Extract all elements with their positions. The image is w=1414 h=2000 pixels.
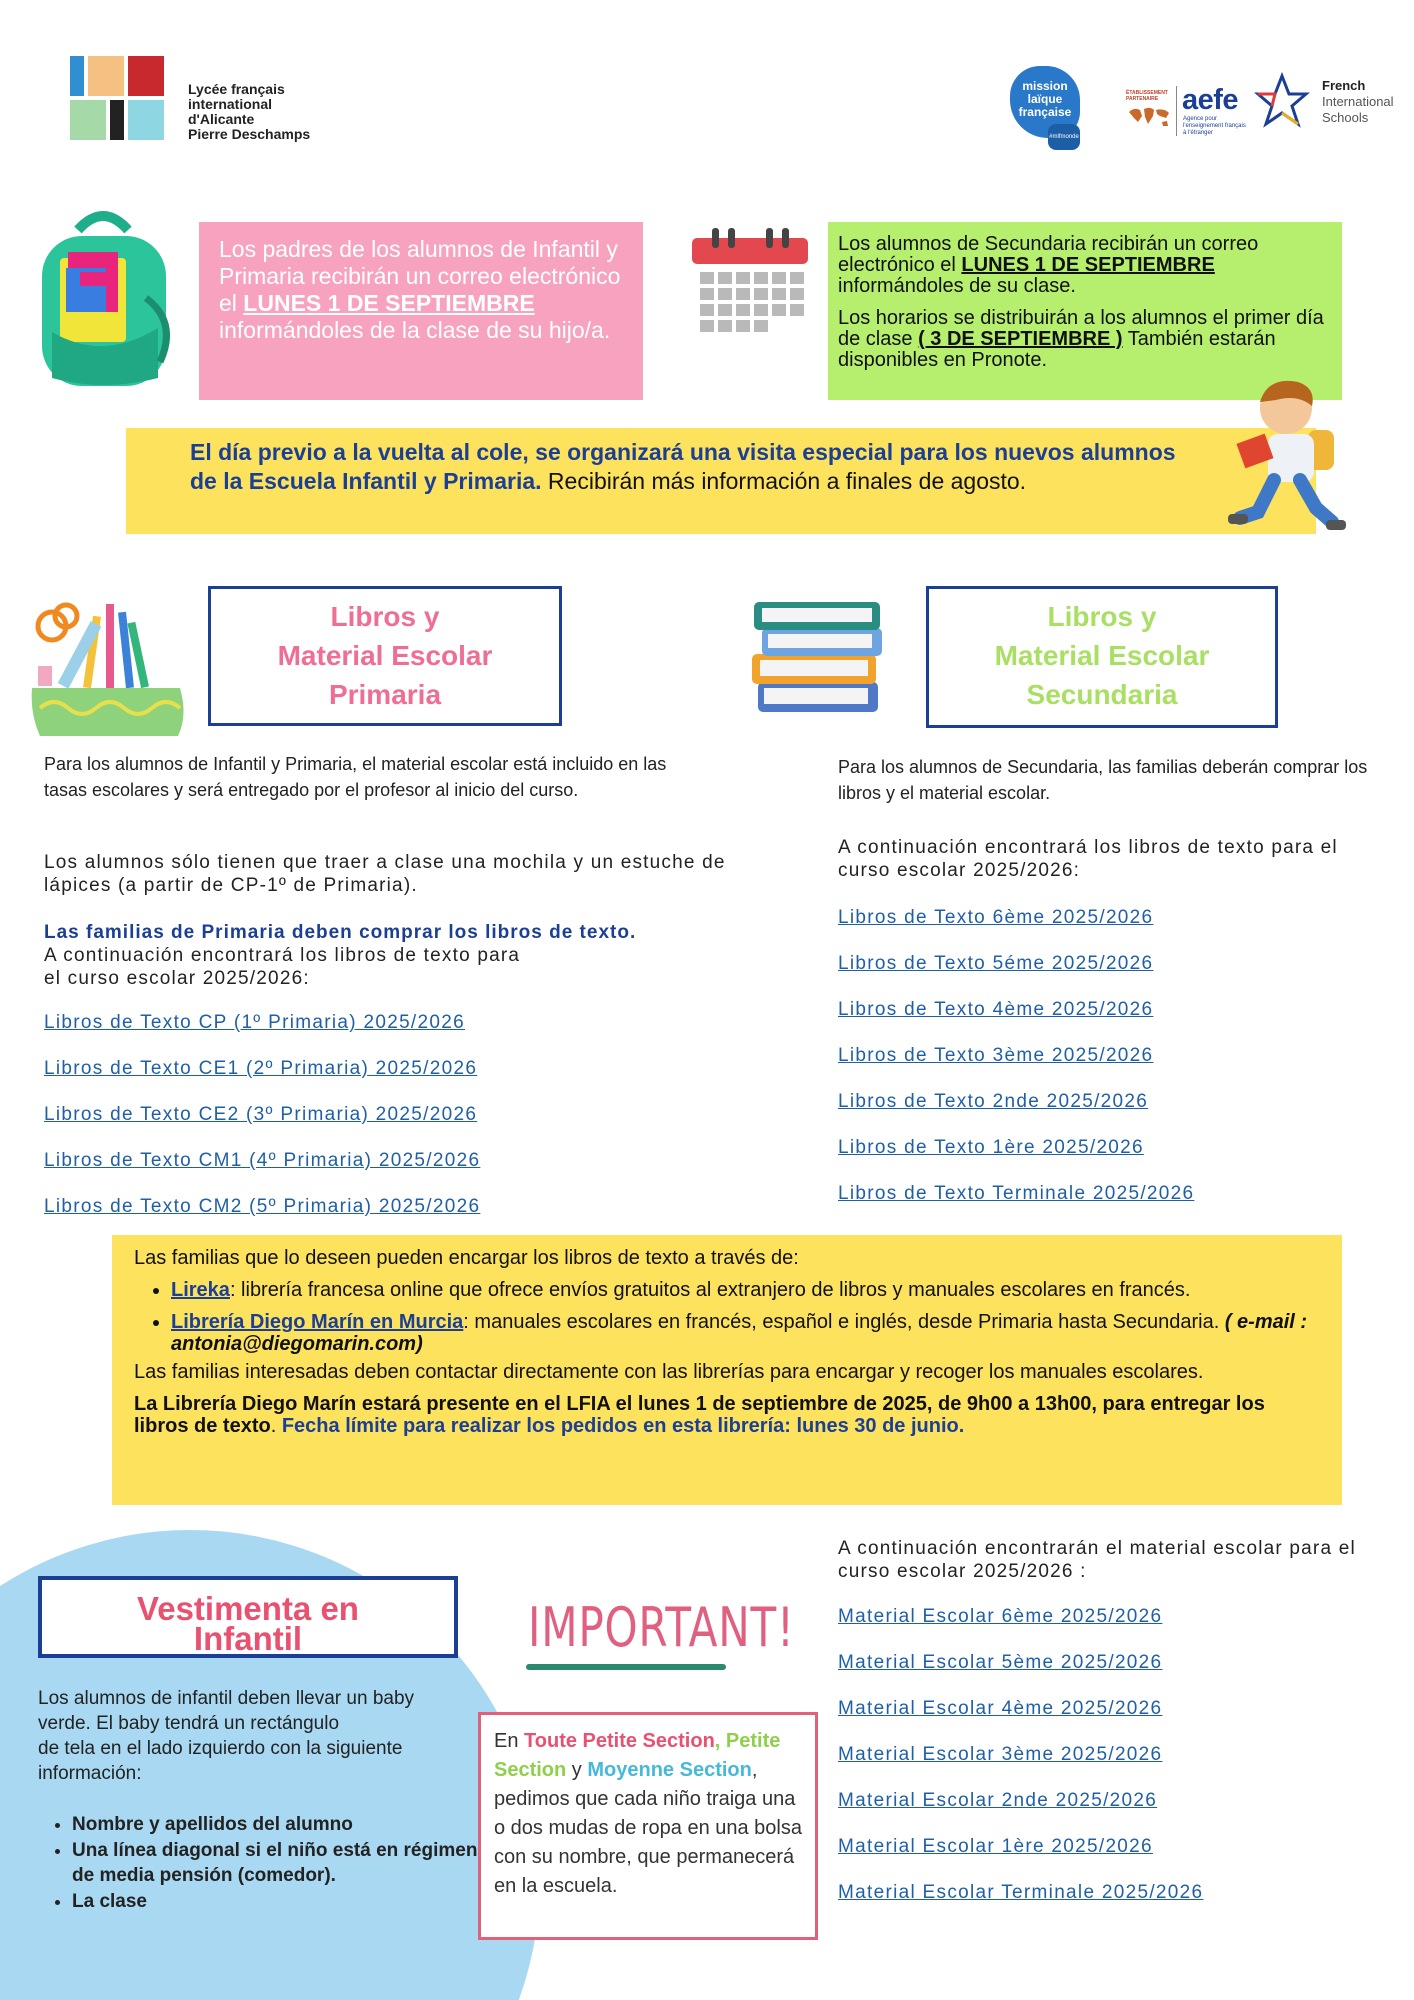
link-2nde[interactable]: Libros de Texto 2nde 2025/2026	[838, 1091, 1149, 1112]
school-supplies-icon	[30, 596, 194, 738]
link-5eme[interactable]: Libros de Texto 5éme 2025/2026	[838, 953, 1154, 974]
secundaria-book-links	[838, 906, 1368, 1205]
link-terminale[interactable]: Libros de Texto Terminale 2025/2026	[838, 1183, 1195, 1204]
material-link-4eme[interactable]: Material Escolar 4ème 2025/2026	[838, 1698, 1163, 1719]
diego-marin-link[interactable]: Librería Diego Marín en Murcia	[171, 1311, 464, 1333]
material-link-terminale[interactable]: Material Escolar Terminale 2025/2026	[838, 1882, 1204, 1903]
link-3eme[interactable]: Libros de Texto 3ème 2025/2026	[838, 1045, 1154, 1066]
material-intro: A continuación encontrarán el material escolar para el curso escolar 2025/2026 :	[838, 1538, 1356, 1582]
french-schools-label: French International Schools	[1322, 78, 1394, 125]
important-underline	[526, 1664, 726, 1670]
world-map-icon	[1126, 104, 1172, 130]
etab-partenaire-label: ÉTABLISSEMENT PARTENAIRE	[1126, 90, 1168, 102]
important-heading: IMPORTANT!	[528, 1596, 795, 1659]
lireka-link[interactable]: Lireka	[171, 1279, 230, 1301]
link-cm2[interactable]: Libros de Texto CM2 (5º Primaria) 2025/2026	[44, 1196, 481, 1217]
vest-item: • Nombre y apellidos del alumno	[72, 1812, 502, 1837]
school-logo	[70, 56, 170, 140]
visit-banner: El día previo a la vuelta al cole, se organizará una visita especial para los nuevos alumnos de la Escuela Infantil y Primaria. Recibirán más información a finales de agosto.	[126, 428, 1316, 534]
link-ce2[interactable]: Libros de Texto CE2 (3º Primaria) 2025/2026	[44, 1104, 478, 1125]
books-stack-icon	[748, 598, 892, 716]
link-1ere[interactable]: Libros de Texto 1ère 2025/2026	[838, 1137, 1144, 1158]
boy-reading-icon	[1220, 372, 1348, 534]
french-schools-star-icon	[1254, 72, 1310, 130]
infantil-primaria-notice: Los padres de los alumnos de Infantil y Primaria recibirán un correo electrónico el LUNES 1 DE SEPTIEMBRE informándoles de la clase de su hijo/a.	[199, 222, 643, 400]
vestimenta-list	[72, 1812, 502, 1915]
aefe-logo: aefe	[1182, 84, 1239, 116]
link-ce1[interactable]: Libros de Texto CE1 (2º Primaria) 2025/2026	[44, 1058, 478, 1079]
link-cp[interactable]: Libros de Texto CP (1º Primaria) 2025/2026	[44, 1012, 465, 1033]
material-link-5eme[interactable]: Material Escolar 5ème 2025/2026	[838, 1652, 1163, 1673]
calendar-icon	[688, 228, 812, 334]
primaria-text-2: Los alumnos sólo tienen que traer a clase una mochila y un estuche de lápices (a partir de CP-1º de Primaria).	[44, 852, 726, 896]
primaria-book-links	[44, 1011, 724, 1218]
mission-laique-tag: #mlfmonde	[1048, 124, 1080, 150]
material-link-1ere[interactable]: Material Escolar 1ère 2025/2026	[838, 1836, 1153, 1857]
backpack-icon	[28, 202, 178, 390]
important-box: En Toute Petite Section, Petite Section y Moyenne Section, pedimos que cada niño traiga una o dos mudas de ropa en una bolsa con su nombre, que permanecerá en la escuela.	[478, 1712, 818, 1940]
link-6eme[interactable]: Libros de Texto 6ème 2025/2026	[838, 907, 1154, 928]
primaria-title-box: Libros y Material Escolar Primaria	[208, 586, 562, 726]
material-link-2nde[interactable]: Material Escolar 2nde 2025/2026	[838, 1790, 1158, 1811]
link-4eme[interactable]: Libros de Texto 4ème 2025/2026	[838, 999, 1154, 1020]
mission-laique-logo: mission laïque française	[1010, 66, 1080, 138]
school-name: Lycée français international d'Alicante Pierre Deschamps	[188, 81, 311, 142]
primaria-text-3: Las familias de Primaria deben comprar los libros de texto. A continuación encontrará los libros de texto para el curso escolar 2025/2026:	[44, 922, 637, 989]
link-cm1[interactable]: Libros de Texto CM1 (4º Primaria) 2025/2026	[44, 1150, 481, 1171]
aefe-subtitle: Agence pour l'enseignement français à l'étranger	[1183, 116, 1246, 136]
secundaria-notice: Los alumnos de Secundaria recibirán un correo electrónico el LUNES 1 DE SEPTIEMBRE informándoles de su clase. Los horarios se distribuirán a los alumnos el primer día de clase ( 3 DE SEPTIEMBRE ) También estarán disponibles en Pronote.	[828, 222, 1342, 400]
vest-item: • La clase	[72, 1889, 502, 1914]
primaria-text-1: Para los alumnos de Infantil y Primaria, el material escolar está incluido en las tasas escolares y será entregado por el profesor al inicio del curso.	[44, 754, 667, 800]
divider	[1176, 86, 1177, 136]
material-link-3eme[interactable]: Material Escolar 3ème 2025/2026	[838, 1744, 1163, 1765]
material-links	[838, 1605, 1378, 1904]
vest-item: • Una línea diagonal si el niño está en régimen de media pensión (comedor).	[72, 1838, 502, 1888]
secundaria-text-1: Para los alumnos de Secundaria, las familias deberán comprar los libros y el material escolar.	[838, 757, 1368, 803]
order-info-box: Las familias que lo deseen pueden encargar los libros de texto a través de: • Lireka: librería francesa online que ofrece envíos gratuitos al extranjero de libros y manuales escolares en francés. • Librería Diego Marín en Murcia: manuales escolares en francés, español e inglés, desde Primaria hasta Secundaria. ( e-mail : antonia@diegomarin.com) Las familias interesadas deben contactar directamente con las librerías para encargar y recoger los manuales escolares. La Librería Diego Marín estará presente en el LFIA el lunes 1 de septiembre de 2025, de 9h00 a 13h00, para entregar los libros de texto. Fecha límite para realizar los pedidos en esta librería: lunes 30 de junio.	[112, 1235, 1342, 1505]
material-link-6eme[interactable]: Material Escolar 6ème 2025/2026	[838, 1606, 1163, 1627]
secundaria-text-2: A continuación encontrará los libros de texto para el curso escolar 2025/2026:	[838, 837, 1338, 881]
secundaria-title-box: Libros y Material Escolar Secundaria	[926, 586, 1278, 728]
vestimenta-text: Los alumnos de infantil deben llevar un baby verde. El baby tendrá un rectángulo de tela en el lado izquierdo con la siguiente información:	[38, 1688, 415, 1784]
vestimenta-title-box: Vestimenta en Infantil	[38, 1576, 458, 1658]
